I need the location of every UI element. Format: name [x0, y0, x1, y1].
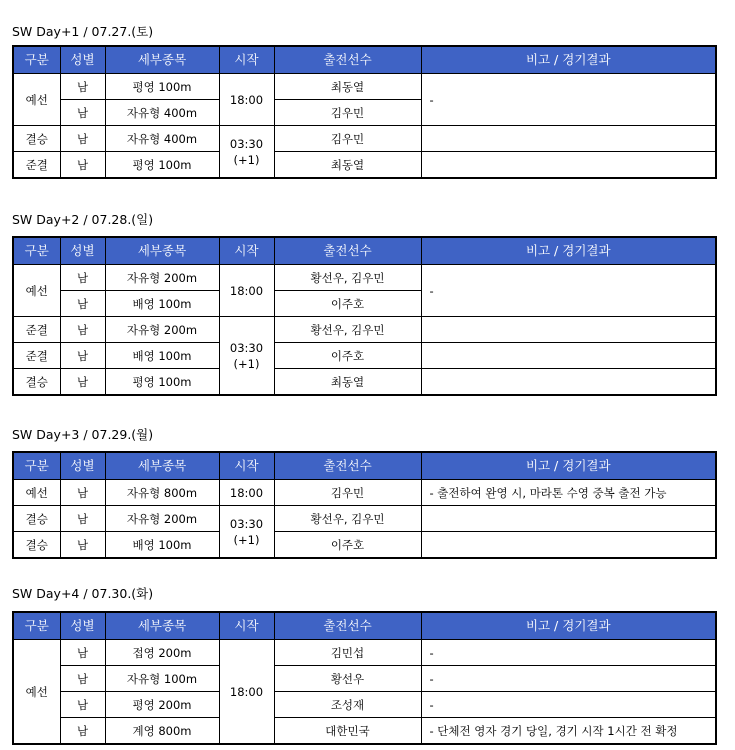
- gender-cell: 남: [60, 317, 105, 343]
- note-cell: -: [421, 692, 716, 718]
- table-row: [13, 532, 716, 559]
- event-cell: 배영 100m: [105, 343, 219, 369]
- day-title: SW Day+2 / 07.28.(일): [12, 212, 154, 227]
- athletes-cell: 이주호: [274, 291, 421, 317]
- category-cell: 준결: [13, 152, 60, 179]
- table-row: [13, 152, 716, 179]
- gender-cell: 남: [60, 369, 105, 396]
- header-category: 구분: [13, 452, 60, 480]
- header-athletes: 출전선수: [274, 612, 421, 640]
- day-title: SW Day+3 / 07.29.(월): [12, 427, 154, 442]
- header-start: 시작: [219, 46, 274, 74]
- gender-cell: 남: [60, 265, 105, 291]
- athletes-cell: 김우민: [274, 126, 421, 152]
- note-cell: [421, 532, 716, 559]
- athletes-cell: 이주호: [274, 343, 421, 369]
- header-start: 시작: [219, 452, 274, 480]
- header-notes: 비고 / 경기결과: [421, 46, 716, 74]
- event-cell: 자유형 200m: [105, 506, 219, 532]
- schedule-table: [12, 451, 717, 559]
- gender-cell: 남: [60, 152, 105, 179]
- athletes-cell: 이주호: [274, 532, 421, 559]
- category-cell: 준결: [13, 343, 60, 369]
- event-cell: 자유형 200m: [105, 317, 219, 343]
- category-cell: 결승: [13, 506, 60, 532]
- gender-cell: 남: [60, 718, 105, 745]
- start-cell: 03:30 (+1): [219, 506, 274, 559]
- event-cell: 자유형 400m: [105, 126, 219, 152]
- header-gender: 성별: [60, 452, 105, 480]
- athletes-cell: 김우민: [274, 100, 421, 126]
- header-event: 세부종목: [105, 46, 219, 74]
- start-cell: 18:00: [219, 640, 274, 745]
- gender-cell: 남: [60, 506, 105, 532]
- note-cell: -: [421, 74, 716, 126]
- header-event: 세부종목: [105, 612, 219, 640]
- table-row: [13, 718, 716, 745]
- start-cell: 18:00: [219, 480, 274, 506]
- header-row: [13, 237, 716, 265]
- event-cell: 자유형 800m: [105, 480, 219, 506]
- category-cell: 예선: [13, 640, 60, 745]
- header-athletes: 출전선수: [274, 46, 421, 74]
- gender-cell: 남: [60, 666, 105, 692]
- header-athletes: 출전선수: [274, 452, 421, 480]
- header-row: [13, 46, 716, 74]
- athletes-cell: 김우민: [274, 480, 421, 506]
- note-cell: -: [421, 265, 716, 317]
- athletes-cell: 대한민국: [274, 718, 421, 745]
- header-start: 시작: [219, 237, 274, 265]
- schedule-table: [12, 45, 717, 179]
- table-row: [13, 369, 716, 396]
- event-cell: 접영 200m: [105, 640, 219, 666]
- day-title: SW Day+1 / 07.27.(토): [12, 24, 154, 39]
- header-category: 구분: [13, 612, 60, 640]
- header-event: 세부종목: [105, 237, 219, 265]
- gender-cell: 남: [60, 74, 105, 100]
- start-cell: 18:00: [219, 265, 274, 317]
- event-cell: 계영 800m: [105, 718, 219, 745]
- gender-cell: 남: [60, 100, 105, 126]
- category-cell: 결승: [13, 126, 60, 152]
- event-cell: 자유형 200m: [105, 265, 219, 291]
- note-cell: -: [421, 666, 716, 692]
- category-cell: 결승: [13, 532, 60, 559]
- schedule-table: [12, 611, 717, 745]
- event-cell: 평영 100m: [105, 369, 219, 396]
- category-cell: 준결: [13, 317, 60, 343]
- header-row: [13, 452, 716, 480]
- athletes-cell: 최동열: [274, 74, 421, 100]
- athletes-cell: 황선우: [274, 666, 421, 692]
- note-cell: - 단체전 영자 경기 당일, 경기 시작 1시간 전 확정: [421, 718, 716, 745]
- header-category: 구분: [13, 46, 60, 74]
- gender-cell: 남: [60, 343, 105, 369]
- event-cell: 평영 100m: [105, 74, 219, 100]
- gender-cell: 남: [60, 692, 105, 718]
- note-cell: [421, 126, 716, 152]
- note-cell: - 출전하여 완영 시, 마라톤 수영 중복 출전 가능: [421, 480, 716, 506]
- header-gender: 성별: [60, 612, 105, 640]
- start-cell: 18:00: [219, 74, 274, 126]
- start-cell: 03:30 (+1): [219, 126, 274, 179]
- event-cell: 평영 200m: [105, 692, 219, 718]
- table-row: [13, 343, 716, 369]
- note-cell: -: [421, 640, 716, 666]
- athletes-cell: 김민섭: [274, 640, 421, 666]
- athletes-cell: 황선우, 김우민: [274, 506, 421, 532]
- gender-cell: 남: [60, 532, 105, 559]
- athletes-cell: 최동열: [274, 152, 421, 179]
- header-gender: 성별: [60, 237, 105, 265]
- table-row: [13, 126, 716, 152]
- table-row: [13, 506, 716, 532]
- start-cell: 03:30 (+1): [219, 317, 274, 396]
- note-cell: [421, 369, 716, 396]
- header-notes: 비고 / 경기결과: [421, 237, 716, 265]
- note-cell: [421, 506, 716, 532]
- table-row: [13, 317, 716, 343]
- header-row: [13, 612, 716, 640]
- header-gender: 성별: [60, 46, 105, 74]
- category-cell: 예선: [13, 74, 60, 126]
- header-notes: 비고 / 경기결과: [421, 612, 716, 640]
- category-cell: 예선: [13, 265, 60, 317]
- table-row: [13, 265, 716, 291]
- schedule-table: [12, 236, 717, 396]
- event-cell: 평영 100m: [105, 152, 219, 179]
- event-cell: 배영 100m: [105, 291, 219, 317]
- note-cell: [421, 152, 716, 179]
- table-row: [13, 480, 716, 506]
- event-cell: 자유형 400m: [105, 100, 219, 126]
- category-cell: 결승: [13, 369, 60, 396]
- gender-cell: 남: [60, 480, 105, 506]
- header-category: 구분: [13, 237, 60, 265]
- table-row: [13, 666, 716, 692]
- table-row: [13, 640, 716, 666]
- header-event: 세부종목: [105, 452, 219, 480]
- note-cell: [421, 343, 716, 369]
- header-athletes: 출전선수: [274, 237, 421, 265]
- header-notes: 비고 / 경기결과: [421, 452, 716, 480]
- athletes-cell: 황선우, 김우민: [274, 265, 421, 291]
- table-row: [13, 692, 716, 718]
- gender-cell: 남: [60, 640, 105, 666]
- athletes-cell: 황선우, 김우민: [274, 317, 421, 343]
- gender-cell: 남: [60, 291, 105, 317]
- day-title: SW Day+4 / 07.30.(화): [12, 586, 154, 601]
- athletes-cell: 최동열: [274, 369, 421, 396]
- category-cell: 예선: [13, 480, 60, 506]
- event-cell: 배영 100m: [105, 532, 219, 559]
- table-row: [13, 74, 716, 100]
- event-cell: 자유형 100m: [105, 666, 219, 692]
- athletes-cell: 조성재: [274, 692, 421, 718]
- note-cell: [421, 317, 716, 343]
- header-start: 시작: [219, 612, 274, 640]
- gender-cell: 남: [60, 126, 105, 152]
